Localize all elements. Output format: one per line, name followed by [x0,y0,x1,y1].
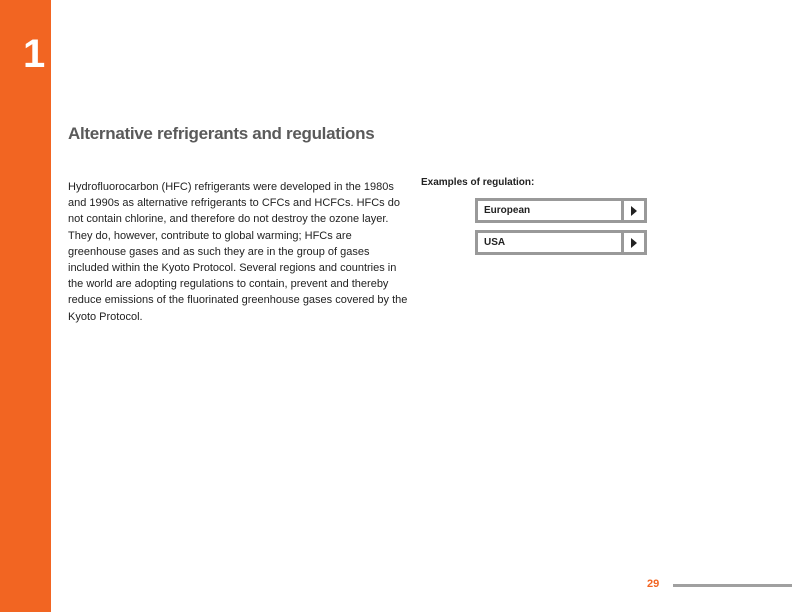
usa-regulation-button[interactable] [475,230,647,255]
chapter-sidebar [0,0,83,612]
page-title: Alternative refrigerants and regulations [68,124,375,143]
page-number: 29 [647,578,660,590]
button-label: USA [484,237,506,248]
chapter-number: 1 [23,32,46,76]
body-text: Hydrofluorocarbon (HFC) refrigerants were developed in the 1980s and 1990s as alternative refrigerants to CFCs and HCFCs. HFCs do not contain chlorine, and therefore do not destroy the ozone layer. They do, however, contribute to global warming; HFCs are greenhouse gases and as such they are in the group of gases included within the Kyoto Protocol. Several regions and countries in the world are adopting regulations to contain, prevent and thereby reduce emissions of the fluorinated greenhouse gases covered by the Kyoto Protocol. [68,181,408,323]
chapter-title: Environmental Impact [46,122,83,432]
play-arrow-icon [621,233,644,252]
play-arrow-icon [621,201,644,220]
european-regulation-button[interactable] [475,198,647,223]
footer-divider [673,584,792,587]
regulation-examples-label: Examples of regulation: [421,177,535,188]
button-label: European [484,205,531,216]
